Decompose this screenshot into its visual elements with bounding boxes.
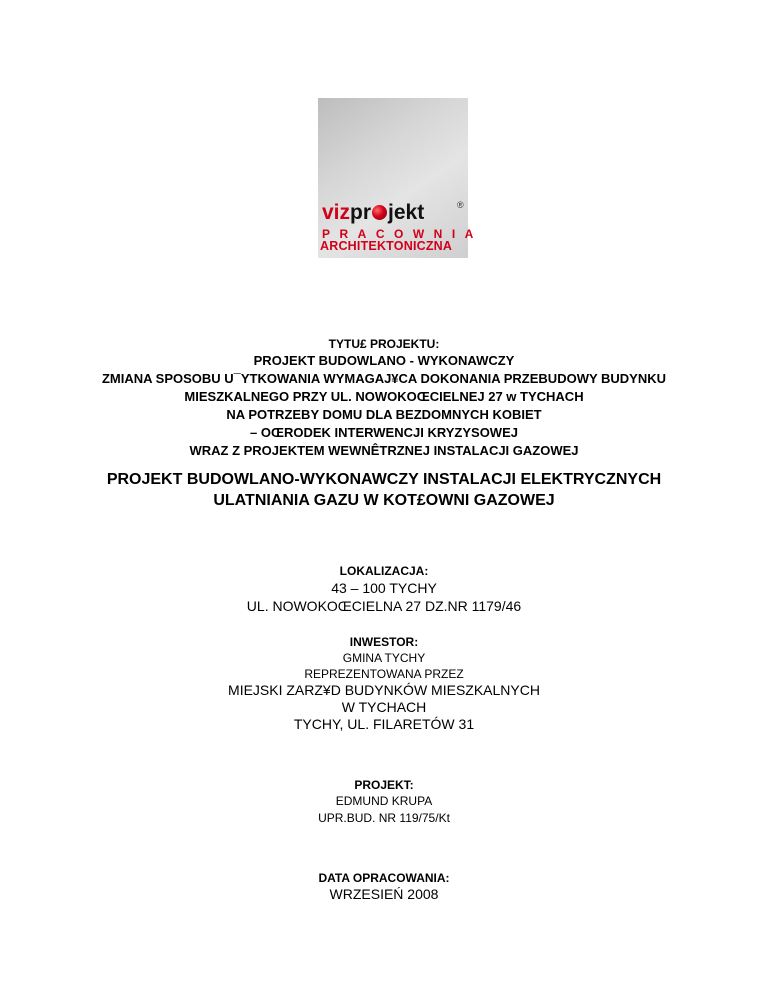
project-title-label: TYTU£ PROJEKTU:: [328, 337, 440, 351]
investor-label: INWESTOR:: [349, 635, 419, 649]
document-subtitle-line: ULATNIANIA GAZU W KOT£OWNI GAZOWEJ: [213, 492, 555, 509]
logo-word-viz: viz: [322, 201, 351, 224]
project-title-line: PROJEKT BUDOWLANO - WYKONAWCZY: [253, 353, 515, 368]
date-label: DATA OPRACOWANIA:: [318, 871, 450, 885]
investor-line: GMINA TYCHY: [342, 651, 426, 665]
date-value: WRZESIEŃ 2008: [329, 886, 439, 902]
project-title-line: – OŒRODEK INTERWENCJI KRYZYSOWEJ: [250, 425, 518, 440]
logo-word-pr: pr: [350, 201, 372, 224]
investor-line: REPREZENTOWANA PRZEZ: [304, 667, 464, 681]
location-line: UL. NOWOKOŒCIELNA 27 DZ.NR 1179/46: [246, 598, 522, 614]
designer-label: PROJEKT:: [354, 778, 414, 792]
logo-word-jekt: jekt: [388, 201, 425, 224]
investor-line: MIEJSKI ZARZ¥D BUDYNKÓW MIESZKALNYCH: [228, 682, 540, 698]
logo-subtitle-pracownia: PRACOWNIA: [322, 227, 483, 241]
designer-name: EDMUND KRUPA: [335, 794, 433, 808]
investor-line: W TYCHACH: [341, 699, 427, 715]
logo-ball-icon: [372, 205, 387, 220]
document-subtitle-line: PROJEKT BUDOWLANO-WYKONAWCZY INSTALACJI ELEKTRYCZNYCH: [106, 471, 662, 488]
registered-mark: ®: [457, 200, 464, 210]
location-line: 43 – 100 TYCHY: [331, 580, 437, 596]
designer-license: UPR.BUD. NR 119/75/Kt: [318, 811, 450, 825]
project-title-line: WRAZ Z PROJEKTEM WEWNÊTRZNEJ INSTALACJI GAZOWEJ: [189, 443, 579, 458]
project-title-line: NA POTRZEBY DOMU DLA BEZDOMNYCH KOBIET: [226, 407, 542, 422]
project-title-line: ZMIANA SPOSOBU U¯YTKOWANIA WYMAGAJ¥CA DOKONANIA PRZEBUDOWY BUDYNKU: [101, 371, 667, 386]
project-title-line: MIESZKALNEGO PRZY UL. NOWOKOŒCIELNEJ 27 w TYCHACH: [184, 389, 584, 404]
logo-wordmark: [322, 200, 424, 226]
investor-line: TYCHY, UL. FILARETÓW 31: [293, 716, 475, 732]
location-label: LOKALIZACJA:: [339, 564, 429, 578]
logo-subtitle-architektoniczna: ARCHITEKTONICZNA: [320, 239, 453, 253]
